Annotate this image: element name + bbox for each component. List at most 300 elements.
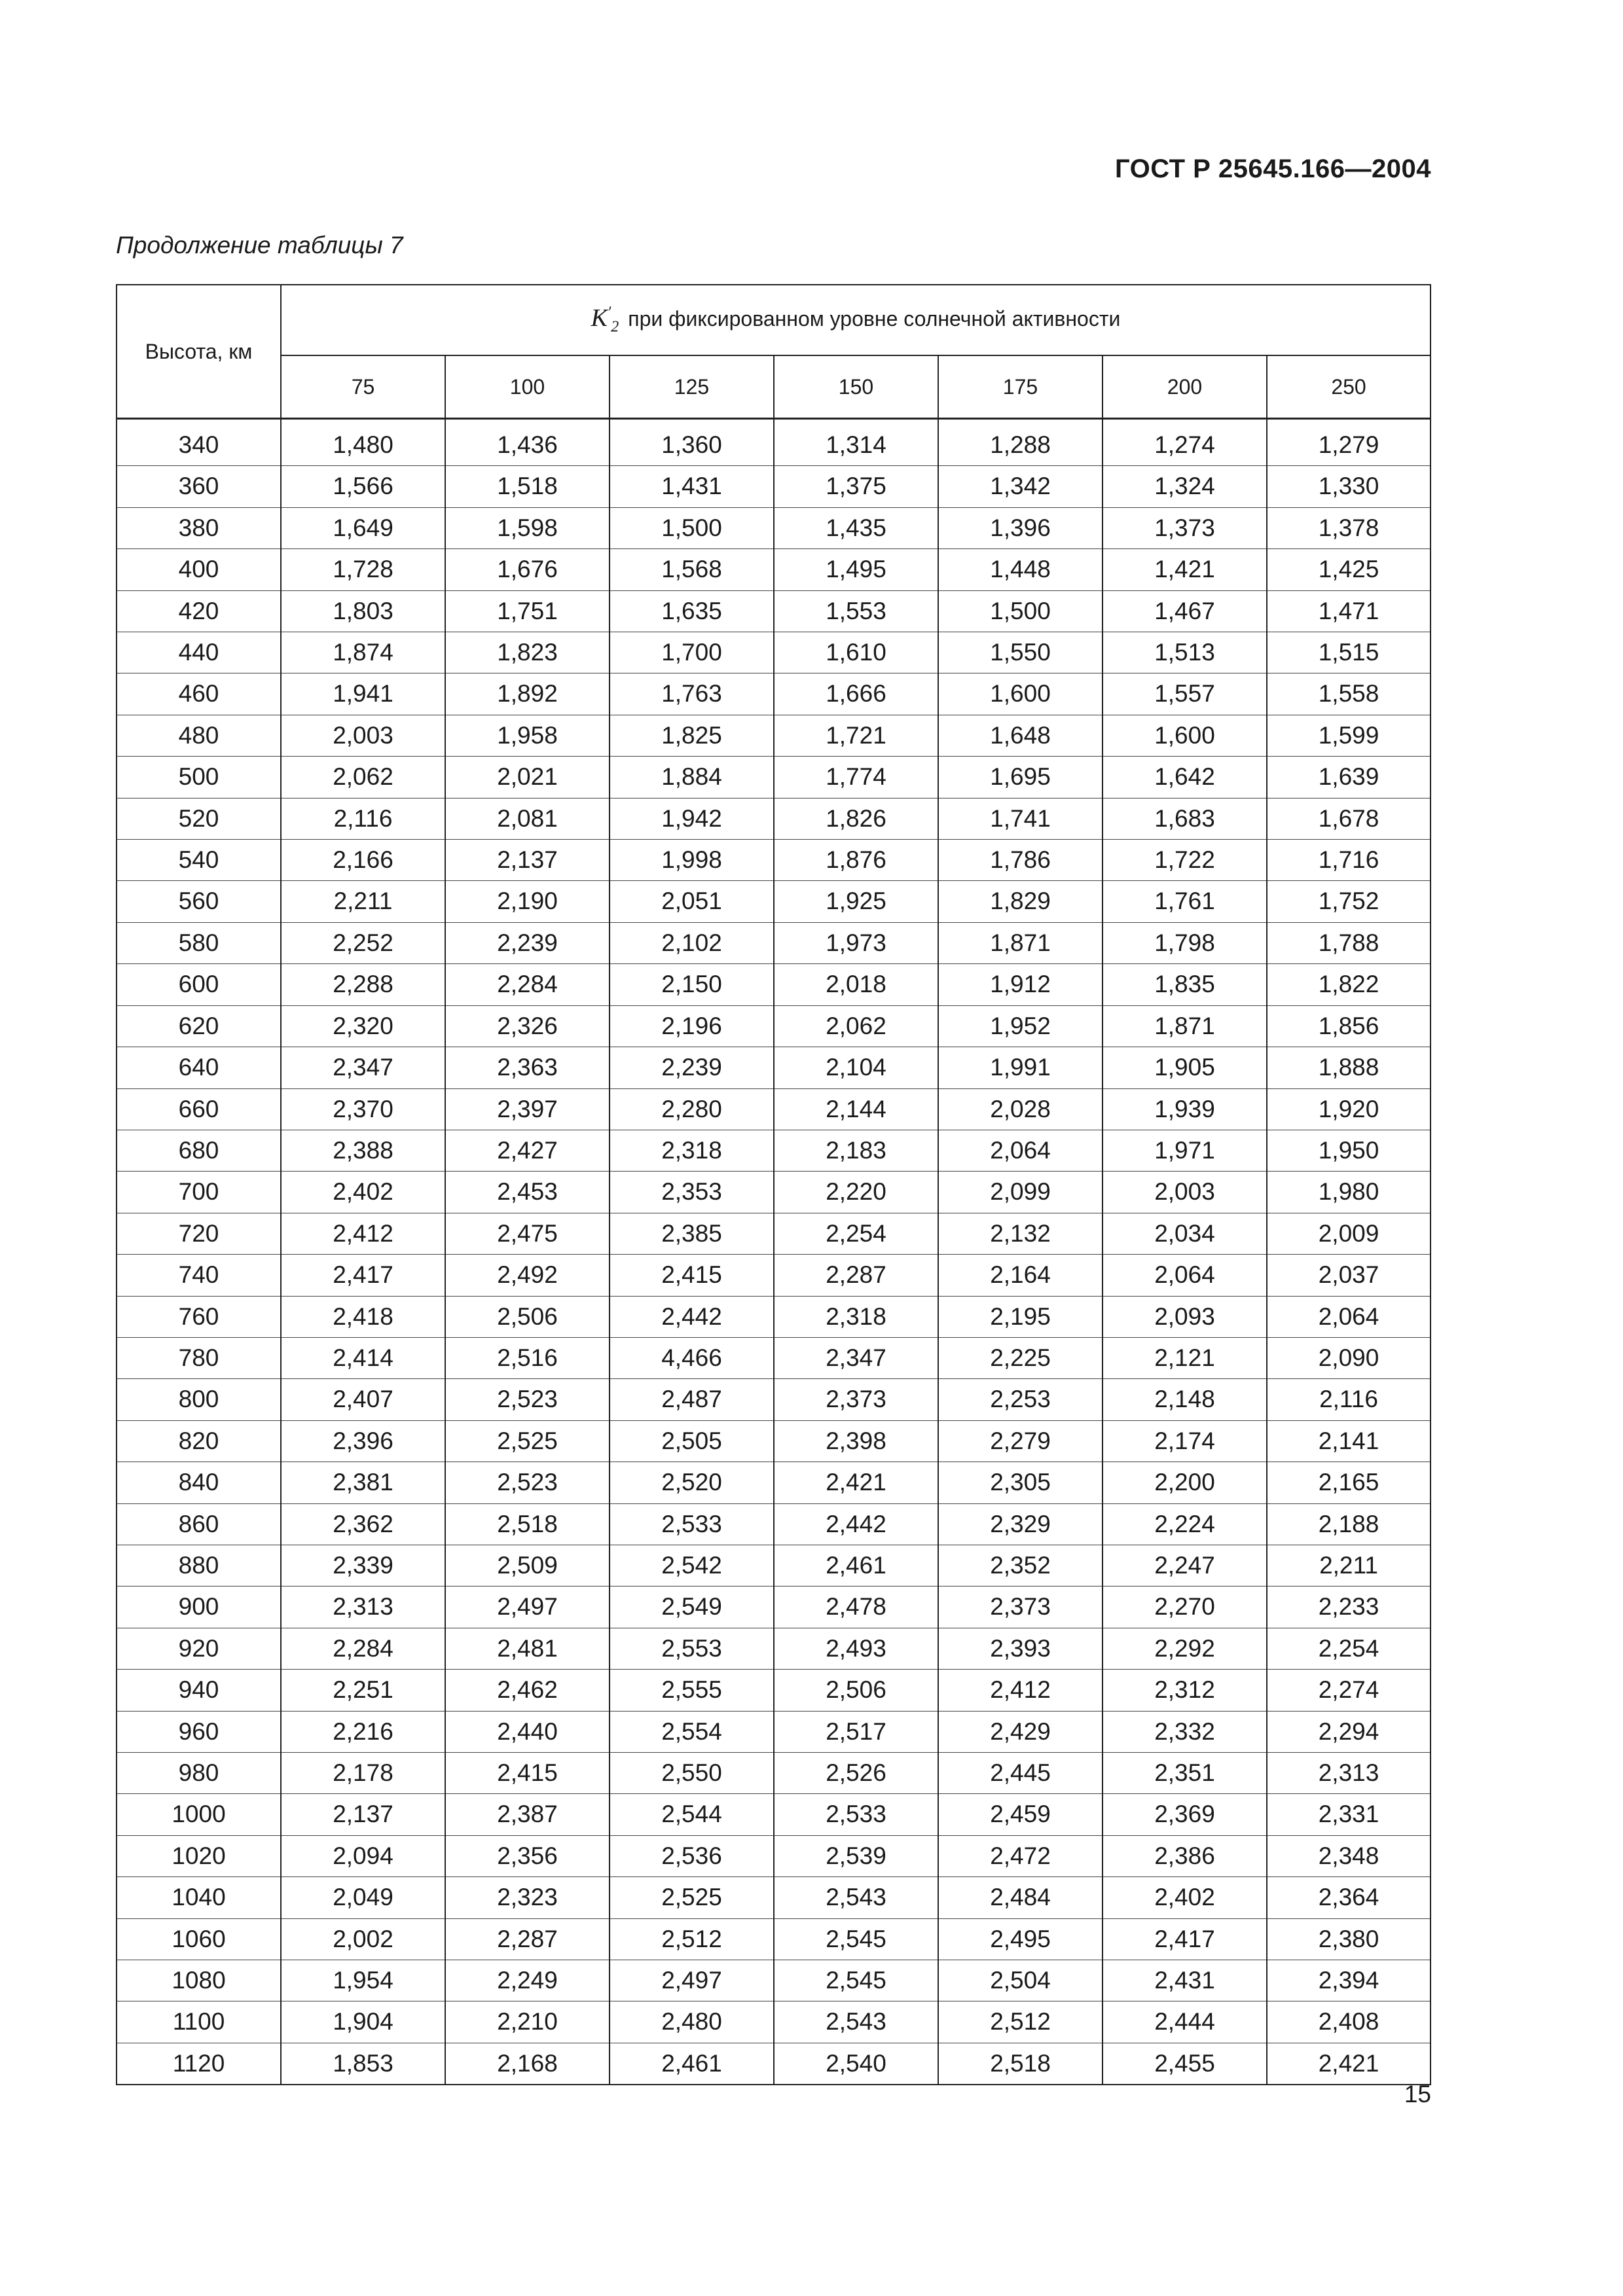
coefficient-cell: 2,523 [445, 1379, 610, 1420]
coefficient-cell: 1,425 [1267, 549, 1431, 590]
table-row [117, 1587, 1431, 1628]
coefficient-cell: 2,132 [938, 1213, 1103, 1254]
coefficient-cell: 2,509 [445, 1545, 610, 1586]
coefficient-cell: 2,064 [938, 1130, 1103, 1171]
height-cell: 360 [117, 466, 281, 507]
coefficient-cell: 2,323 [445, 1877, 610, 1918]
coefficient-cell: 2,028 [938, 1088, 1103, 1130]
coefficient-cell: 2,402 [281, 1172, 445, 1213]
coefficient-cell: 1,360 [610, 419, 774, 466]
coefficient-cell: 2,385 [610, 1213, 774, 1254]
table-row [117, 1047, 1431, 1088]
coefficient-cell: 2,239 [610, 1047, 774, 1088]
coefficient-cell: 2,353 [610, 1172, 774, 1213]
table-row [117, 1877, 1431, 1918]
coefficient-cell: 2,003 [1103, 1172, 1267, 1213]
coefficient-cell: 2,225 [938, 1337, 1103, 1378]
coefficient-cell: 1,856 [1267, 1005, 1431, 1047]
coefficient-cell: 2,356 [445, 1835, 610, 1876]
coefficient-cell: 1,942 [610, 798, 774, 839]
coefficient-cell: 1,330 [1267, 466, 1431, 507]
table-row [117, 1379, 1431, 1420]
coefficient-cell: 1,991 [938, 1047, 1103, 1088]
coefficient-cell: 1,500 [610, 507, 774, 548]
coefficient-cell: 1,954 [281, 1960, 445, 2001]
coefficient-cell: 1,314 [774, 419, 938, 466]
coefficient-cell: 2,539 [774, 1835, 938, 1876]
coefficient-cell: 2,116 [281, 798, 445, 839]
coefficient-cell: 2,373 [938, 1587, 1103, 1628]
coefficient-cell: 1,884 [610, 757, 774, 798]
coefficient-cell: 2,239 [445, 922, 610, 963]
table-row [117, 798, 1431, 839]
coefficient-cell: 2,165 [1267, 1462, 1431, 1503]
table-row [117, 1711, 1431, 1752]
coefficient-cell: 2,412 [938, 1670, 1103, 1711]
coefficient-cell: 2,497 [610, 1960, 774, 2001]
coefficient-cell: 2,554 [610, 1711, 774, 1752]
coefficient-cell: 2,543 [774, 2001, 938, 2043]
coefficient-cell: 2,493 [774, 1628, 938, 1669]
coefficient-cell: 2,415 [445, 1753, 610, 1794]
coefficient-cell: 1,610 [774, 632, 938, 673]
coefficient-cell: 2,331 [1267, 1794, 1431, 1835]
table-row [117, 1462, 1431, 1503]
coefficient-cell: 2,484 [938, 1877, 1103, 1918]
coefficient-cell: 1,823 [445, 632, 610, 673]
coefficient-cell: 2,141 [1267, 1420, 1431, 1462]
table-row [117, 881, 1431, 922]
coefficient-cell: 2,251 [281, 1670, 445, 1711]
activity-level-header: 100 [445, 355, 610, 419]
table-row [117, 673, 1431, 715]
coefficient-cell: 2,412 [281, 1213, 445, 1254]
coefficient-cell: 1,971 [1103, 1130, 1267, 1171]
activity-level-header: 200 [1103, 355, 1267, 419]
coefficient-cell: 1,874 [281, 632, 445, 673]
coefficient-cell: 1,952 [938, 1005, 1103, 1047]
coefficient-cell: 2,394 [1267, 1960, 1431, 2001]
coefficient-cell: 1,553 [774, 590, 938, 632]
coefficient-group-header [281, 285, 1431, 355]
height-cell: 680 [117, 1130, 281, 1171]
coefficient-cell: 2,347 [774, 1337, 938, 1378]
coefficient-cell: 1,649 [281, 507, 445, 548]
table-row [117, 1794, 1431, 1835]
coefficient-cell: 1,939 [1103, 1088, 1267, 1130]
coefficient-cell: 1,598 [445, 507, 610, 548]
height-cell: 860 [117, 1503, 281, 1545]
coefficient-cell: 2,009 [1267, 1213, 1431, 1254]
coefficient-cell: 1,666 [774, 673, 938, 715]
coefficient-cell: 2,540 [774, 2043, 938, 2085]
height-cell: 920 [117, 1628, 281, 1669]
coefficient-cell: 2,104 [774, 1047, 938, 1088]
table-row [117, 466, 1431, 507]
coefficient-cell: 2,195 [938, 1296, 1103, 1337]
coefficient-cell: 2,525 [445, 1420, 610, 1462]
coefficient-cell: 2,313 [281, 1587, 445, 1628]
coefficient-cell: 2,427 [445, 1130, 610, 1171]
height-cell: 520 [117, 798, 281, 839]
data-table [116, 284, 1431, 2085]
coefficient-cell: 2,414 [281, 1337, 445, 1378]
height-cell: 1060 [117, 1918, 281, 1960]
coefficient-cell: 2,224 [1103, 1503, 1267, 1545]
table-row [117, 419, 1431, 466]
coefficient-cell: 2,388 [281, 1130, 445, 1171]
height-cell: 720 [117, 1213, 281, 1254]
document-code: ГОСТ Р 25645.166—2004 [1114, 154, 1431, 183]
coefficient-cell: 2,329 [938, 1503, 1103, 1545]
coefficient-cell: 1,763 [610, 673, 774, 715]
coefficient-cell: 2,002 [281, 1918, 445, 1960]
height-cell: 620 [117, 1005, 281, 1047]
coefficient-cell: 1,774 [774, 757, 938, 798]
height-cell: 1080 [117, 1960, 281, 2001]
coefficient-cell: 2,166 [281, 840, 445, 881]
coefficient-cell: 2,313 [1267, 1753, 1431, 1794]
coefficient-cell: 2,116 [1267, 1379, 1431, 1420]
height-cell: 540 [117, 840, 281, 881]
coefficient-cell: 2,381 [281, 1462, 445, 1503]
coefficient-cell: 2,497 [445, 1587, 610, 1628]
coefficient-cell: 1,467 [1103, 590, 1267, 632]
coefficient-cell: 1,888 [1267, 1047, 1431, 1088]
coefficient-cell: 1,566 [281, 466, 445, 507]
coefficient-cell: 1,324 [1103, 466, 1267, 507]
coefficient-cell: 2,284 [281, 1628, 445, 1669]
height-cell: 960 [117, 1711, 281, 1752]
coefficient-cell: 2,062 [281, 757, 445, 798]
table-row [117, 1130, 1431, 1171]
table-row [117, 1918, 1431, 1960]
coefficient-cell: 2,094 [281, 1835, 445, 1876]
coefficient-cell: 1,599 [1267, 715, 1431, 756]
coefficient-cell: 2,461 [774, 1545, 938, 1586]
coefficient-cell: 2,051 [610, 881, 774, 922]
coefficient-cell: 2,495 [938, 1918, 1103, 1960]
coefficient-cell: 2,339 [281, 1545, 445, 1586]
coefficient-cell: 2,408 [1267, 2001, 1431, 2043]
height-cell: 840 [117, 1462, 281, 1503]
coefficient-cell: 2,174 [1103, 1420, 1267, 1462]
table-row [117, 1005, 1431, 1047]
height-cell: 1040 [117, 1877, 281, 1918]
coefficient-cell: 2,550 [610, 1753, 774, 1794]
coefficient-cell: 2,034 [1103, 1213, 1267, 1254]
coefficient-cell: 2,178 [281, 1753, 445, 1794]
coefficient-cell: 1,721 [774, 715, 938, 756]
table-row [117, 590, 1431, 632]
coefficient-cell: 2,137 [445, 840, 610, 881]
coefficient-cell: 1,829 [938, 881, 1103, 922]
coefficient-cell: 2,478 [774, 1587, 938, 1628]
coefficient-cell: 1,973 [774, 922, 938, 963]
coefficient-cell: 2,253 [938, 1379, 1103, 1420]
coefficient-cell: 1,600 [1103, 715, 1267, 756]
table-row [117, 1835, 1431, 1876]
coefficient-cell: 1,741 [938, 798, 1103, 839]
coefficient-cell: 2,512 [938, 2001, 1103, 2043]
coefficient-cell: 2,525 [610, 1877, 774, 1918]
coefficient-cell: 2,504 [938, 1960, 1103, 2001]
coefficient-cell: 1,786 [938, 840, 1103, 881]
coefficient-cell: 2,481 [445, 1628, 610, 1669]
coefficient-cell: 2,417 [1103, 1918, 1267, 1960]
coefficient-cell: 2,287 [445, 1918, 610, 1960]
table-row [117, 1337, 1431, 1378]
coefficient-cell: 1,288 [938, 419, 1103, 466]
coefficient-cell: 1,678 [1267, 798, 1431, 839]
activity-level-header: 75 [281, 355, 445, 419]
coefficient-cell: 1,396 [938, 507, 1103, 548]
coefficient-cell: 1,480 [281, 419, 445, 466]
coefficient-cell: 2,168 [445, 2043, 610, 2085]
coefficient-cell: 1,436 [445, 419, 610, 466]
coefficient-cell: 2,518 [445, 1503, 610, 1545]
height-cell: 980 [117, 1753, 281, 1794]
coefficient-cell: 1,683 [1103, 798, 1267, 839]
height-cell: 760 [117, 1296, 281, 1337]
height-cell: 1020 [117, 1835, 281, 1876]
activity-levels-row [117, 355, 1431, 419]
coefficient-cell: 2,364 [1267, 1877, 1431, 1918]
table-row [117, 1503, 1431, 1545]
activity-level-header: 125 [610, 355, 774, 419]
table-row [117, 1172, 1431, 1213]
height-cell: 1120 [117, 2043, 281, 2085]
coefficient-cell: 2,270 [1103, 1587, 1267, 1628]
coefficient-cell: 2,487 [610, 1379, 774, 1420]
coefficient-cell: 1,471 [1267, 590, 1431, 632]
coefficient-cell: 1,998 [610, 840, 774, 881]
coefficient-cell: 2,247 [1103, 1545, 1267, 1586]
coefficient-cell: 1,274 [1103, 419, 1267, 466]
table-row [117, 549, 1431, 590]
coefficient-cell: 2,444 [1103, 2001, 1267, 2043]
coefficient-cell: 1,373 [1103, 507, 1267, 548]
coefficient-cell: 2,506 [774, 1670, 938, 1711]
coefficient-cell: 2,121 [1103, 1337, 1267, 1378]
coefficient-cell: 2,370 [281, 1088, 445, 1130]
coefficient-cell: 2,252 [281, 922, 445, 963]
coefficient-cell: 1,448 [938, 549, 1103, 590]
coefficient-cell: 1,513 [1103, 632, 1267, 673]
coefficient-cell: 2,545 [774, 1960, 938, 2001]
height-cell: 420 [117, 590, 281, 632]
coefficient-cell: 1,568 [610, 549, 774, 590]
coefficient-cell: 2,533 [774, 1794, 938, 1835]
coefficient-cell: 2,292 [1103, 1628, 1267, 1669]
coefficient-cell: 1,825 [610, 715, 774, 756]
coefficient-cell: 1,342 [938, 466, 1103, 507]
height-cell: 740 [117, 1255, 281, 1296]
coefficient-cell: 2,421 [1267, 2043, 1431, 2085]
coefficient-cell: 1,557 [1103, 673, 1267, 715]
height-cell: 480 [117, 715, 281, 756]
coefficient-cell: 2,294 [1267, 1711, 1431, 1752]
activity-level-header: 175 [938, 355, 1103, 419]
coefficient-cell: 2,549 [610, 1587, 774, 1628]
coefficient-cell: 2,453 [445, 1172, 610, 1213]
height-cell: 1000 [117, 1794, 281, 1835]
page-number: 15 [1404, 2081, 1431, 2108]
coefficient-cell: 2,518 [938, 2043, 1103, 2085]
coefficient-cell: 1,920 [1267, 1088, 1431, 1130]
coefficient-cell: 2,533 [610, 1503, 774, 1545]
coefficient-cell: 2,216 [281, 1711, 445, 1752]
coefficient-cell: 1,279 [1267, 419, 1431, 466]
table-row [117, 2001, 1431, 2043]
coefficient-cell: 2,200 [1103, 1462, 1267, 1503]
coefficient-cell: 2,526 [774, 1753, 938, 1794]
coefficient-cell: 2,417 [281, 1255, 445, 1296]
coefficient-cell: 2,279 [938, 1420, 1103, 1462]
coefficient-cell: 2,387 [445, 1794, 610, 1835]
coefficient-cell: 2,369 [1103, 1794, 1267, 1835]
coefficient-cell: 1,431 [610, 466, 774, 507]
coefficient-cell: 1,676 [445, 549, 610, 590]
coefficient-cell: 2,520 [610, 1462, 774, 1503]
coefficient-cell: 2,418 [281, 1296, 445, 1337]
coefficient-symbol: $K'_2$ [591, 304, 619, 336]
coefficient-cell: 2,480 [610, 2001, 774, 2043]
coefficient-cell: 2,102 [610, 922, 774, 963]
coefficient-cell: 2,211 [281, 881, 445, 922]
coefficient-cell: 2,196 [610, 1005, 774, 1047]
coefficient-cell: 1,722 [1103, 840, 1267, 881]
coefficient-cell: 2,431 [1103, 1960, 1267, 2001]
coefficient-cell: 1,495 [774, 549, 938, 590]
coefficient-cell: 2,183 [774, 1130, 938, 1171]
coefficient-cell: 1,752 [1267, 881, 1431, 922]
coefficient-cell: 2,362 [281, 1503, 445, 1545]
coefficient-cell: 1,600 [938, 673, 1103, 715]
coefficient-cell: 1,803 [281, 590, 445, 632]
coefficient-cell: 1,853 [281, 2043, 445, 2085]
coefficient-cell: 2,442 [774, 1503, 938, 1545]
coefficient-cell: 2,018 [774, 964, 938, 1005]
coefficient-cell: 2,472 [938, 1835, 1103, 1876]
coefficient-cell: 2,396 [281, 1420, 445, 1462]
height-cell: 1100 [117, 2001, 281, 2043]
coefficient-cell: 2,347 [281, 1047, 445, 1088]
coefficient-cell: 2,407 [281, 1379, 445, 1420]
coefficient-cell: 2,523 [445, 1462, 610, 1503]
height-column-header: Высота, км [117, 285, 281, 419]
coefficient-cell: 2,037 [1267, 1255, 1431, 1296]
coefficient-cell: 2,402 [1103, 1877, 1267, 1918]
coefficient-cell: 1,421 [1103, 549, 1267, 590]
coefficient-cell: 2,254 [1267, 1628, 1431, 1669]
coefficient-cell: 2,287 [774, 1255, 938, 1296]
coefficient-cell: 2,352 [938, 1545, 1103, 1586]
coefficient-cell: 1,941 [281, 673, 445, 715]
coefficient-cell: 1,700 [610, 632, 774, 673]
coefficient-cell: 2,553 [610, 1628, 774, 1669]
height-cell: 800 [117, 1379, 281, 1420]
coefficient-cell: 1,958 [445, 715, 610, 756]
height-cell: 820 [117, 1420, 281, 1462]
height-cell: 560 [117, 881, 281, 922]
coefficient-cell: 1,375 [774, 466, 938, 507]
coefficient-cell: 2,164 [938, 1255, 1103, 1296]
table-row [117, 1213, 1431, 1254]
height-cell: 660 [117, 1088, 281, 1130]
coefficient-cell: 2,461 [610, 2043, 774, 2085]
coefficient-cell: 2,249 [445, 1960, 610, 2001]
coefficient-cell: 1,892 [445, 673, 610, 715]
table-row [117, 757, 1431, 798]
coefficient-cell: 2,280 [610, 1088, 774, 1130]
coefficient-cell: 1,728 [281, 549, 445, 590]
coefficient-cell: 2,220 [774, 1172, 938, 1213]
height-cell: 580 [117, 922, 281, 963]
table-row [117, 2043, 1431, 2085]
coefficient-cell: 1,826 [774, 798, 938, 839]
height-cell: 880 [117, 1545, 281, 1586]
coefficient-cell: 2,492 [445, 1255, 610, 1296]
height-cell: 900 [117, 1587, 281, 1628]
table-row [117, 1088, 1431, 1130]
coefficient-cell: 2,440 [445, 1711, 610, 1752]
activity-level-header: 250 [1267, 355, 1431, 419]
coefficient-cell: 1,761 [1103, 881, 1267, 922]
coefficient-cell: 1,635 [610, 590, 774, 632]
table-row [117, 1960, 1431, 2001]
coefficient-cell: 2,148 [1103, 1379, 1267, 1420]
coefficient-cell: 1,871 [938, 922, 1103, 963]
coefficient-cell: 1,751 [445, 590, 610, 632]
coefficient-cell: 2,312 [1103, 1670, 1267, 1711]
height-cell: 460 [117, 673, 281, 715]
coefficient-cell: 2,090 [1267, 1337, 1431, 1378]
coefficient-cell: 2,081 [445, 798, 610, 839]
coefficient-cell: 2,274 [1267, 1670, 1431, 1711]
coefficient-cell: 2,233 [1267, 1587, 1431, 1628]
coefficient-cell: 1,788 [1267, 922, 1431, 963]
coefficient-cell: 2,021 [445, 757, 610, 798]
table-row [117, 1670, 1431, 1711]
coefficient-cell: 2,398 [774, 1420, 938, 1462]
coefficient-cell: 1,642 [1103, 757, 1267, 798]
coefficient-cell: 1,871 [1103, 1005, 1267, 1047]
coefficient-cell: 1,378 [1267, 507, 1431, 548]
coefficient-cell: 2,542 [610, 1545, 774, 1586]
coefficient-cell: 2,397 [445, 1088, 610, 1130]
coefficient-cell: 2,062 [774, 1005, 938, 1047]
coefficient-cell: 2,254 [774, 1213, 938, 1254]
coefficient-cell: 2,545 [774, 1918, 938, 1960]
table-body [117, 419, 1431, 2085]
coefficient-cell: 1,835 [1103, 964, 1267, 1005]
coefficient-cell: 2,459 [938, 1794, 1103, 1835]
height-cell: 640 [117, 1047, 281, 1088]
coefficient-cell: 2,351 [1103, 1753, 1267, 1794]
activity-level-header: 150 [774, 355, 938, 419]
coefficient-cell: 2,210 [445, 2001, 610, 2043]
table-caption: Продолжение таблицы 7 [116, 232, 403, 259]
coefficient-cell: 1,905 [1103, 1047, 1267, 1088]
coefficient-cell: 1,558 [1267, 673, 1431, 715]
coefficient-cell: 2,326 [445, 1005, 610, 1047]
coefficient-cell: 2,380 [1267, 1918, 1431, 1960]
coefficient-cell: 2,506 [445, 1296, 610, 1337]
table-row [117, 632, 1431, 673]
coefficient-cell: 2,318 [610, 1130, 774, 1171]
table-row [117, 840, 1431, 881]
